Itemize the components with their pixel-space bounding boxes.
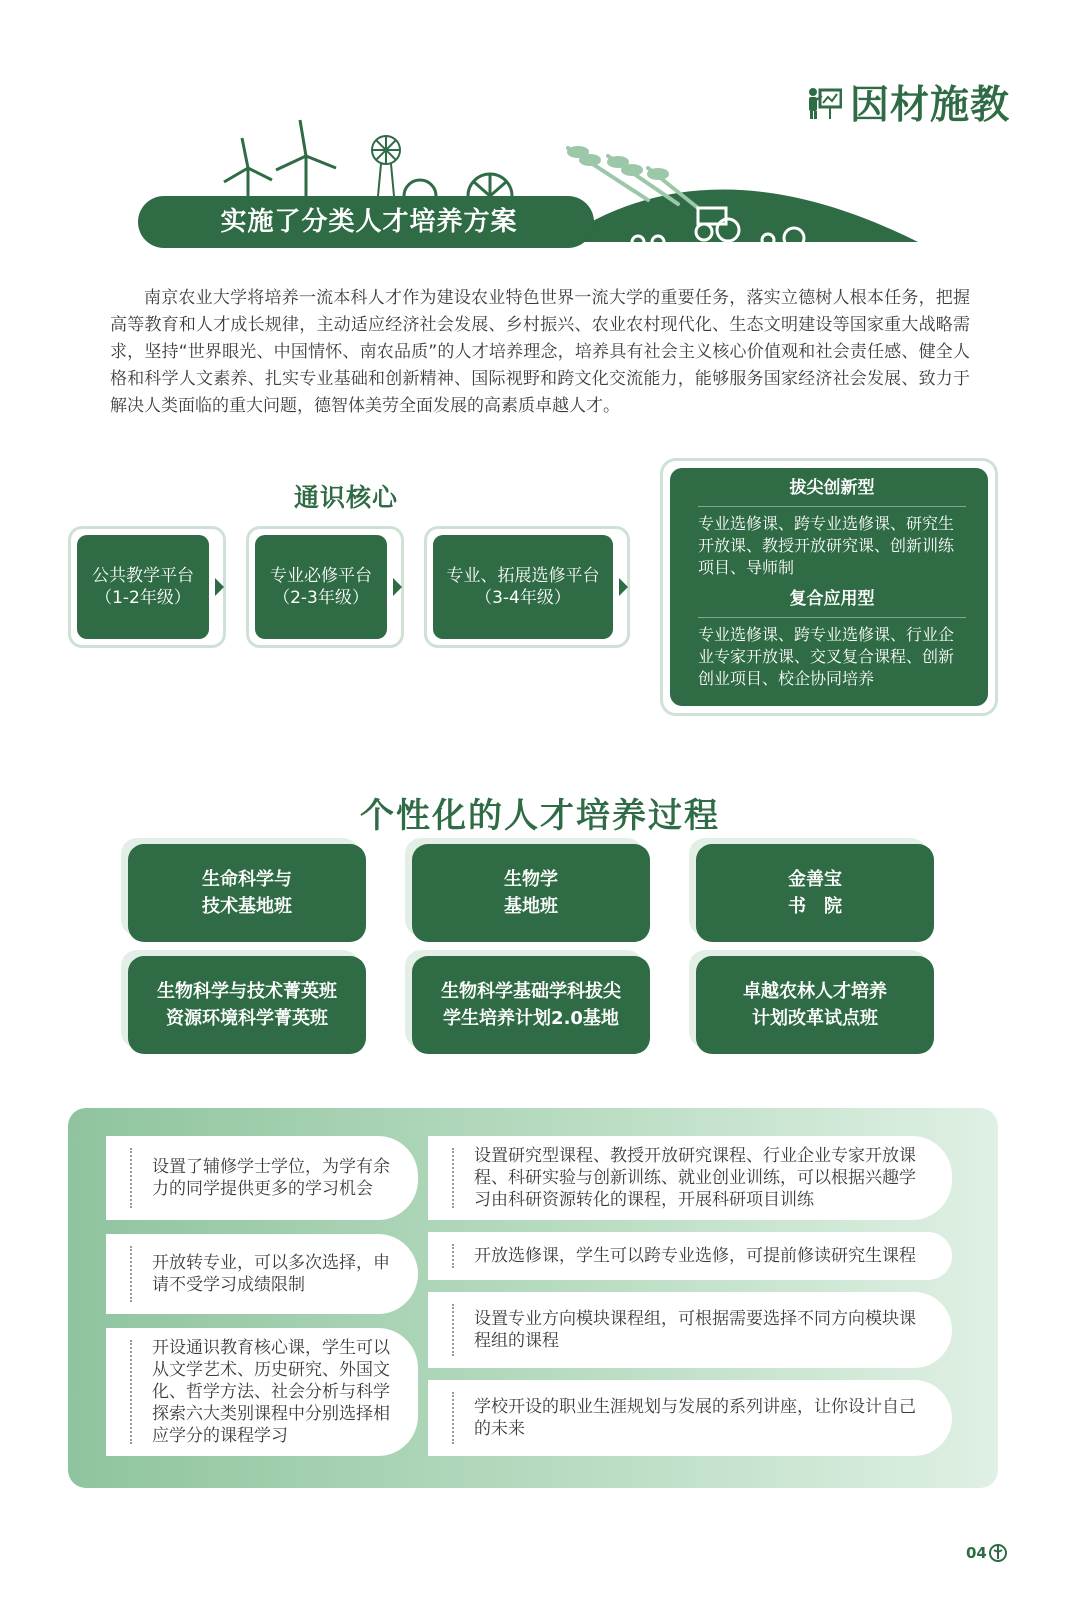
measure-text: 开设通识教育核心课，学生可以从文学艺术、历史研究、外国文化、哲学方法、社会分析与科学探索六大类别课程中分别选择相应学分的课程学习 bbox=[152, 1338, 390, 1446]
base-class-line: 技术基地班 bbox=[202, 896, 292, 917]
measure-item bbox=[106, 1234, 418, 1314]
base-class-card bbox=[412, 844, 650, 942]
page-number: 04 bbox=[966, 1544, 987, 1562]
talent-type-title: 拔尖创新型 bbox=[698, 476, 966, 507]
measure-text: 开放选修课，学生可以跨专业选修，可提前修读研究生课程 bbox=[474, 1246, 916, 1266]
dotted-divider bbox=[452, 1392, 454, 1444]
platform-years: （1-2年级） bbox=[95, 588, 191, 608]
measure-text: 开放转专业，可以多次选择，申请不受学习成绩限制 bbox=[152, 1253, 390, 1295]
base-class-card bbox=[128, 844, 366, 942]
measure-item bbox=[428, 1380, 952, 1456]
base-class-line: 基地班 bbox=[504, 896, 558, 917]
base-class-card bbox=[128, 956, 366, 1054]
dotted-divider bbox=[452, 1244, 454, 1268]
platform-card bbox=[424, 526, 630, 648]
base-class-line: 书 院 bbox=[788, 896, 842, 917]
dotted-divider bbox=[452, 1304, 454, 1356]
arrow-right-icon bbox=[393, 578, 402, 596]
banner-title: 实施了分类人才培养方案 bbox=[220, 207, 518, 237]
platform-name: 公共教学平台 bbox=[92, 566, 194, 586]
base-class-line: 生命科学与 bbox=[202, 869, 292, 890]
base-class-line: 生物学 bbox=[504, 869, 558, 890]
base-class-card bbox=[696, 956, 934, 1054]
base-class-line: 生物科学与技术菁英班 bbox=[157, 981, 337, 1002]
platform-card bbox=[68, 526, 226, 648]
dotted-divider bbox=[130, 1148, 132, 1208]
base-class-line: 计划改革试点班 bbox=[752, 1008, 878, 1029]
dotted-divider bbox=[452, 1148, 454, 1208]
measure-item bbox=[106, 1328, 418, 1456]
platform-years: （3-4年级） bbox=[475, 588, 571, 608]
intro-paragraph: 南京农业大学将培养一流本科人才作为建设农业特色世界一流大学的重要任务，落实立德树人根本任务，把握高等教育和人才成长规律，主动适应经济社会发展、乡村振兴、农业农村现代化、生态文明建设等国家重大战略需求，坚持“世界眼光、中国情怀、南农品质”的人才培养理念，培养具有社会主义核心价值观和社会责任感、健全人格和科学人文素养、扎实专业基础和创新精神、国际视野和跨文化交流能力，能够服务国家经济社会发展、致力于解决人类面临的重大问题，德智体美劳全面发展的高素质卓越人才。 bbox=[110, 288, 970, 416]
arrow-right-icon bbox=[215, 578, 224, 596]
personalized-title: 个性化的人才培养过程 bbox=[360, 796, 720, 836]
measure-text: 设置了辅修学士学位，为学有余力的同学提供更多的学习机会 bbox=[152, 1157, 390, 1199]
platform-years: （2-3年级） bbox=[273, 588, 369, 608]
platform-name: 专业必修平台 bbox=[270, 566, 372, 586]
base-class-line: 卓越农林人才培养 bbox=[743, 981, 887, 1002]
dotted-divider bbox=[130, 1340, 132, 1444]
measure-text: 学校开设的职业生涯规划与发展的系列讲座，让你设计自己的未来 bbox=[474, 1397, 916, 1439]
base-class-line: 资源环境科学菁英班 bbox=[166, 1008, 328, 1029]
dotted-divider bbox=[130, 1246, 132, 1302]
base-class-card bbox=[696, 844, 934, 942]
talent-type-title: 复合应用型 bbox=[698, 587, 966, 618]
talent-type-courses: 专业选修课、跨专业选修课、研究生开放课、教授开放研究课、创新训练项目、导师制 bbox=[698, 514, 955, 577]
windmill-icon bbox=[372, 136, 400, 196]
arrow-right-icon bbox=[619, 578, 628, 596]
measure-item bbox=[106, 1136, 418, 1220]
base-class-line: 学生培养计划2.0基地 bbox=[443, 1008, 619, 1029]
measure-item bbox=[428, 1232, 952, 1280]
platform-card bbox=[246, 526, 404, 648]
measure-item bbox=[428, 1292, 952, 1368]
wheel-icon bbox=[404, 174, 512, 196]
base-class-line: 金善宝 bbox=[788, 869, 842, 890]
measure-text: 设置专业方向模块课程组，可根据需要选择不同方向模块课程组的课程 bbox=[474, 1309, 916, 1351]
talent-type-courses: 专业选修课、跨专业选修课、行业企业专家开放课、交叉复合课程、创新创业项目、校企协同培养 bbox=[698, 625, 955, 688]
platform-name: 专业、拓展选修平台 bbox=[446, 566, 600, 586]
base-class-card bbox=[412, 956, 650, 1054]
core-title: 通识核心 bbox=[294, 483, 399, 512]
section-title: 因材施教 bbox=[850, 83, 1011, 128]
wind-turbine-icon bbox=[224, 120, 336, 196]
measures-panel bbox=[68, 1108, 998, 1488]
talent-type-box bbox=[660, 458, 998, 716]
measure-item bbox=[428, 1136, 952, 1220]
base-class-line: 生物科学基础学科拔尖 bbox=[441, 981, 621, 1002]
measure-text: 设置研究型课程、教授开放研究课程、行业企业专家开放课程、科研实验与创新训练、就业创业训练，可以根据兴趣学习由科研资源转化的课程，开展科研项目训练 bbox=[474, 1146, 916, 1210]
school-emblem-icon bbox=[988, 1541, 1008, 1563]
